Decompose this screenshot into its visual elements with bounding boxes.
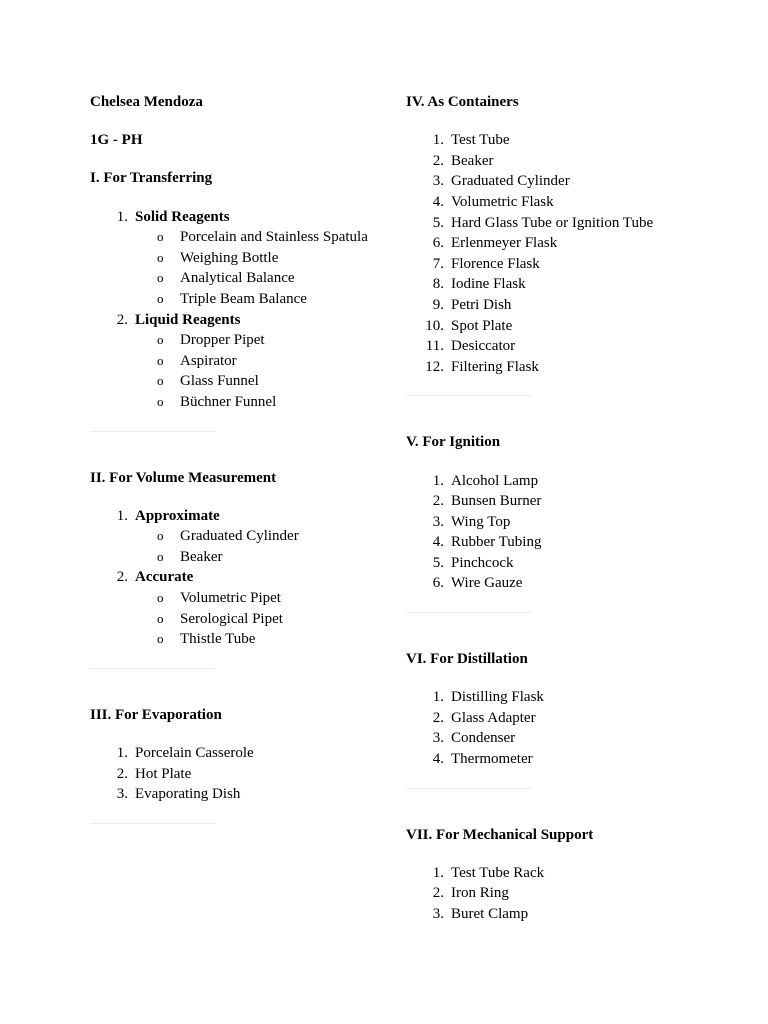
list-item [90, 784, 390, 805]
bullet-text: Beaker [180, 548, 223, 565]
item-number: 2. [432, 493, 444, 510]
bullet-icon: o [157, 373, 164, 389]
item-text: Condenser [451, 730, 516, 747]
item-text: Rubber Tubing [451, 534, 542, 551]
bullet-text: Büchner Funnel [180, 393, 277, 410]
item-number: 3. [116, 786, 128, 803]
item-text: Buret Clamp [451, 906, 529, 922]
bullet-item [135, 371, 390, 392]
item-text: Beaker [451, 152, 494, 169]
bullet-list [135, 588, 390, 650]
bullet-text: Triple Beam Balance [180, 290, 307, 307]
item-text: Petri Dish [451, 296, 512, 313]
item-number: 7. [432, 255, 444, 272]
list-item [406, 904, 746, 925]
student-name: Chelsea Mendoza [90, 94, 203, 110]
list-item [406, 151, 746, 172]
list-item [406, 357, 746, 378]
list-item [90, 743, 390, 764]
bullet-item [135, 609, 390, 630]
item-text: Thermometer [451, 751, 533, 768]
item-text: Test Tube Rack [451, 864, 545, 881]
numbered-list [406, 863, 746, 925]
item-number: 1. [432, 689, 444, 706]
item-number: 2. [432, 152, 444, 169]
bullet-icon: o [157, 229, 164, 245]
section-title: IV. As Containers [406, 94, 519, 110]
bullet-list [135, 526, 390, 567]
bullet-icon: o [157, 249, 164, 265]
item-text: Hot Plate [135, 765, 192, 782]
bullet-list [135, 330, 390, 412]
item-text: Bunsen Burner [451, 493, 542, 510]
left-sections [90, 168, 390, 823]
item-text: Spot Plate [451, 317, 513, 334]
section-title: III. For Evaporation [90, 706, 222, 723]
item-text: Florence Flask [451, 255, 540, 272]
list-item [406, 749, 746, 770]
section-divider [406, 395, 531, 396]
list-item [90, 310, 390, 413]
bullet-text: Dropper Pipet [180, 332, 265, 349]
item-text: Evaporating Dish [135, 786, 241, 803]
list-item [406, 295, 746, 316]
item-number: 1. [432, 864, 444, 881]
item-text: Wire Gauze [451, 575, 523, 592]
group-label: Liquid Reagents [135, 311, 241, 328]
item-number: 3. [432, 173, 444, 190]
item-number: 3. [432, 906, 444, 922]
bullet-text: Weighing Bottle [180, 249, 279, 266]
bullet-item [135, 268, 390, 289]
bullet-item [135, 248, 390, 269]
right-sections [406, 92, 746, 925]
bullet-text: Glass Funnel [180, 373, 259, 390]
item-text: Graduated Cylinder [451, 173, 570, 190]
list-item [406, 192, 746, 213]
numbered-list [406, 687, 746, 769]
item-number: 1. [116, 745, 128, 762]
list-item [406, 573, 746, 594]
bullet-item [135, 547, 390, 568]
item-number: 1. [116, 507, 128, 524]
list-item [406, 254, 746, 275]
list-item [406, 553, 746, 574]
list-item [406, 336, 746, 357]
item-number: 11. [425, 338, 444, 355]
numbered-list [90, 207, 390, 413]
list-item [406, 130, 746, 151]
item-text: Iron Ring [451, 885, 509, 902]
item-text: Distilling Flask [451, 689, 544, 706]
bullet-text: Volumetric Pipet [180, 590, 281, 607]
bullet-icon: o [157, 610, 164, 626]
list-item [406, 213, 746, 234]
bullet-text: Thistle Tube [180, 631, 256, 648]
item-number: 1. [432, 472, 444, 489]
section-divider [90, 823, 215, 824]
list-item [406, 532, 746, 553]
list-item [406, 233, 746, 254]
list-item [90, 567, 390, 649]
bullet-text: Analytical Balance [180, 270, 295, 287]
bullet-item [135, 351, 390, 372]
bullet-item [135, 588, 390, 609]
bullet-icon: o [157, 528, 164, 544]
bullet-item [135, 526, 390, 547]
item-number: 2. [432, 709, 444, 726]
item-number: 1. [432, 132, 444, 149]
item-text: Volumetric Flask [451, 193, 554, 210]
section-divider [90, 431, 215, 432]
bullet-item [135, 227, 390, 248]
left-column [90, 92, 390, 860]
item-text: Erlenmeyer Flask [451, 235, 558, 252]
list-item [90, 764, 390, 785]
bullet-icon: o [157, 290, 164, 306]
section-divider [406, 612, 531, 613]
bullet-icon: o [157, 270, 164, 286]
list-item [406, 883, 746, 904]
item-text: Desiccator [451, 338, 516, 355]
item-text: Hard Glass Tube or Ignition Tube [451, 214, 654, 231]
item-number: 5. [432, 554, 444, 571]
item-text: Wing Top [451, 513, 511, 530]
group-label: Accurate [135, 569, 194, 586]
list-item [406, 471, 746, 492]
item-number: 6. [432, 235, 444, 252]
bullet-icon: o [157, 393, 164, 409]
class-section: 1G - PH [90, 132, 143, 149]
item-text: Test Tube [451, 132, 510, 149]
list-item [406, 708, 746, 729]
item-number: 3. [432, 513, 444, 530]
bullet-text: Aspirator [180, 352, 237, 369]
item-number: 2. [116, 311, 128, 328]
item-number: 12. [425, 358, 444, 375]
item-number: 8. [432, 276, 444, 293]
bullet-item [135, 629, 390, 650]
section-title: VI. For Distillation [406, 651, 528, 668]
item-text: Iodine Flask [451, 276, 526, 293]
section-divider [90, 668, 215, 669]
item-text: Filtering Flask [451, 358, 539, 375]
item-number: 4. [432, 534, 444, 551]
numbered-list [90, 743, 390, 805]
section-title: VII. For Mechanical Support [406, 826, 594, 843]
list-item [90, 506, 390, 568]
item-number: 2. [116, 569, 128, 586]
bullet-text: Graduated Cylinder [180, 528, 299, 545]
item-text: Alcohol Lamp [451, 472, 539, 489]
list-item [406, 491, 746, 512]
bullet-item [135, 330, 390, 351]
item-number: 1. [116, 208, 128, 225]
item-text: Pinchcock [451, 554, 514, 571]
list-item [406, 863, 746, 884]
numbered-list [90, 506, 390, 650]
section-divider [406, 788, 531, 789]
list-item [406, 687, 746, 708]
list-item [406, 274, 746, 295]
bullet-item [135, 392, 390, 413]
item-number: 4. [432, 193, 444, 210]
bullet-text: Porcelain and Stainless Spatula [180, 229, 368, 246]
numbered-list [406, 130, 746, 377]
item-number: 3. [432, 730, 444, 747]
list-item [406, 316, 746, 337]
list-item [406, 728, 746, 749]
section-title: I. For Transferring [90, 170, 213, 187]
numbered-list [406, 471, 746, 595]
bullet-list [135, 227, 390, 309]
item-text: Glass Adapter [451, 709, 536, 726]
item-number: 4. [432, 751, 444, 768]
item-number: 2. [116, 765, 128, 782]
group-label: Approximate [135, 507, 220, 524]
item-number: 10. [425, 317, 444, 334]
bullet-icon: o [157, 548, 164, 564]
group-label: Solid Reagents [135, 208, 230, 225]
list-item [406, 171, 746, 192]
right-column [406, 92, 746, 925]
bullet-item [135, 289, 390, 310]
bullet-icon: o [157, 332, 164, 348]
bullet-icon: o [157, 352, 164, 368]
bullet-text: Serological Pipet [180, 610, 283, 627]
section-title: V. For Ignition [406, 434, 501, 451]
bullet-icon: o [157, 631, 164, 647]
item-number: 9. [432, 296, 444, 313]
list-item [90, 207, 390, 310]
item-number: 5. [432, 214, 444, 231]
section-title: II. For Volume Measurement [90, 469, 277, 486]
item-text: Porcelain Casserole [135, 745, 254, 762]
list-item [406, 512, 746, 533]
bullet-icon: o [157, 590, 164, 606]
item-number: 2. [432, 885, 444, 902]
item-number: 6. [432, 575, 444, 592]
